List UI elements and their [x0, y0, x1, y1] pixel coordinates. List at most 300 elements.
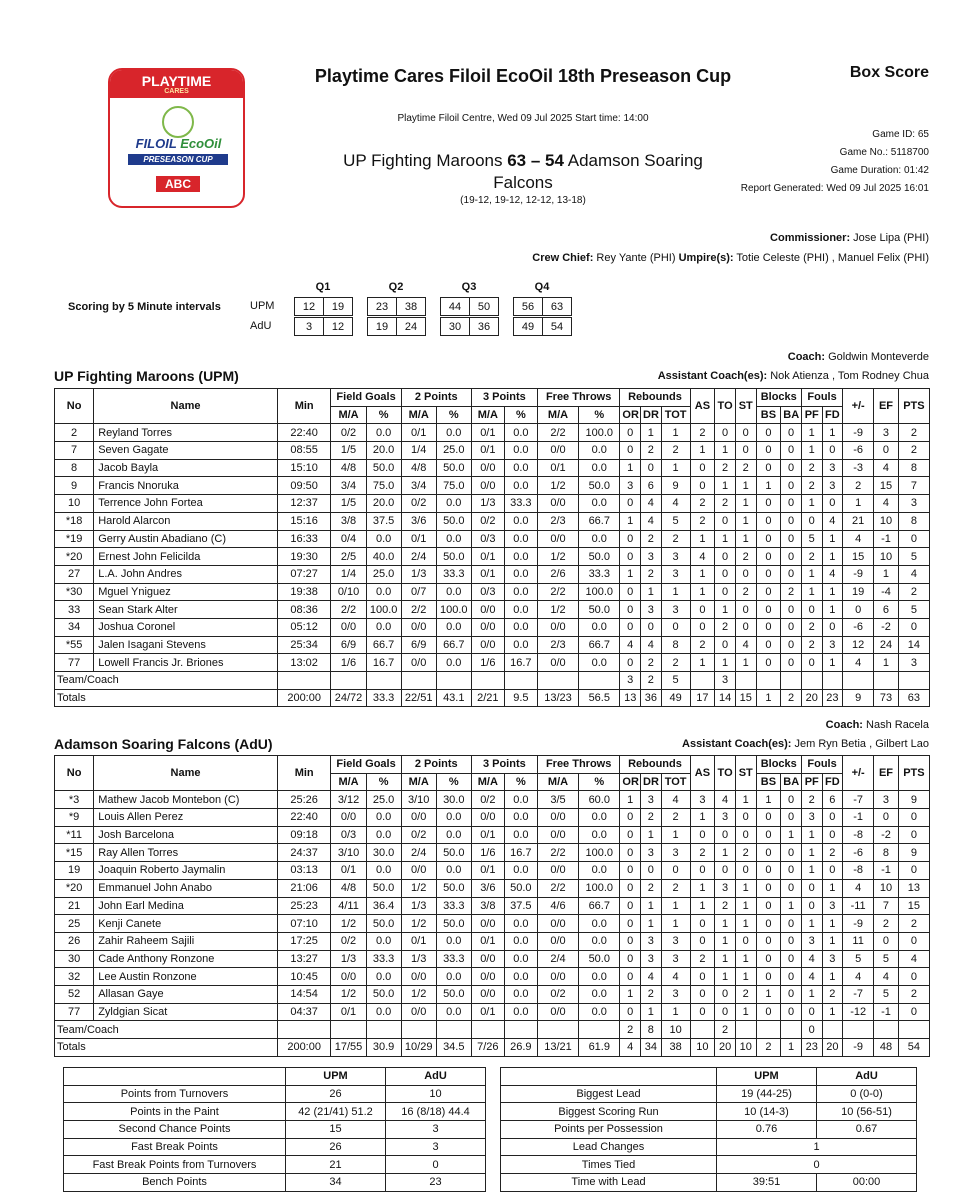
summary-label: Biggest Lead	[501, 1085, 717, 1103]
player-row	[55, 809, 930, 827]
stat-cell: *3	[55, 791, 94, 809]
stat-cell: 9	[898, 844, 929, 862]
stat-cell: 5	[843, 950, 874, 968]
interval-score: 49	[514, 318, 543, 336]
col-pct: %	[579, 773, 620, 791]
stat-cell: 0/0	[471, 950, 504, 968]
stat-cell: 2	[641, 879, 662, 897]
stat-cell: 0/1	[331, 862, 366, 880]
stat-cell: 100.0	[579, 424, 620, 442]
stat-cell: 1	[735, 968, 756, 986]
stat-cell: 10	[690, 1039, 715, 1057]
player-row	[55, 950, 930, 968]
stat-cell: 13	[898, 879, 929, 897]
stat-cell: 2	[661, 442, 690, 460]
player-row	[55, 879, 930, 897]
stat-cell: 0	[690, 932, 715, 950]
stat-cell: 66.7	[579, 636, 620, 654]
stat-cell: 0/0	[537, 495, 578, 513]
col-ma: M/A	[331, 406, 366, 424]
stat-cell: 4/6	[537, 897, 578, 915]
stat-cell: 0	[756, 862, 781, 880]
stat-cell: 22:40	[277, 809, 331, 827]
stat-cell: 0	[781, 791, 802, 809]
stat-cell: 1	[735, 879, 756, 897]
stat-cell: 10	[661, 1021, 690, 1039]
stat-cell: 15	[735, 689, 756, 707]
stat-cell: 1/3	[401, 565, 436, 583]
stat-cell: 0	[620, 530, 641, 548]
stat-cell: 0/1	[331, 1003, 366, 1021]
col-points: PTS	[898, 389, 929, 424]
interval-box	[367, 297, 426, 316]
stat-cell: 0	[715, 424, 736, 442]
interval-box	[294, 317, 353, 336]
player-name: Mathew Jacob Montebon (C)	[94, 791, 278, 809]
col-or: OR	[620, 773, 641, 791]
stat-cell: 0/10	[331, 583, 366, 601]
stat-cell: 1	[801, 565, 822, 583]
stat-cell: 21	[55, 897, 94, 915]
adu-coaches	[682, 716, 929, 754]
stat-cell: 3	[822, 459, 843, 477]
stat-cell: 13:27	[277, 950, 331, 968]
final-score: 63 – 54	[507, 151, 564, 170]
stat-cell: 1	[620, 565, 641, 583]
stat-cell: 50.0	[436, 844, 471, 862]
stat-cell: 0	[641, 459, 662, 477]
stat-cell: 5	[661, 512, 690, 530]
stat-cell: 13/21	[537, 1039, 578, 1057]
stat-cell: 21	[843, 512, 874, 530]
stat-cell: 0.0	[504, 985, 537, 1003]
stat-cell: 6	[874, 601, 899, 619]
stat-cell: 73	[874, 689, 899, 707]
stat-cell: 2	[822, 844, 843, 862]
interval-score: 38	[397, 298, 426, 316]
stat-cell: 1/3	[401, 950, 436, 968]
stat-cell: 0	[898, 530, 929, 548]
stat-cell: 0	[620, 862, 641, 880]
stat-cell: 0	[898, 809, 929, 827]
stat-cell	[874, 672, 899, 690]
player-name: Harold Alarcon	[94, 512, 278, 530]
stat-cell: 1	[690, 565, 715, 583]
stat-cell: 17:25	[277, 932, 331, 950]
col-ba: BA	[781, 406, 802, 424]
stat-cell: -9	[843, 915, 874, 933]
stat-cell: 17/55	[331, 1039, 366, 1057]
stat-cell: 0	[781, 932, 802, 950]
stat-cell: 4	[874, 495, 899, 513]
stat-cell: 75.0	[366, 477, 401, 495]
player-name: Francis Nnoruka	[94, 477, 278, 495]
stat-cell	[735, 672, 756, 690]
adu-team-title: Adamson Soaring Falcons (AdU)	[54, 736, 273, 752]
stat-cell: 0.0	[366, 809, 401, 827]
stat-cell: 0	[822, 495, 843, 513]
tournament-logo	[108, 68, 245, 208]
stat-cell	[898, 672, 929, 690]
stat-cell: 200:00	[277, 1039, 331, 1057]
player-row	[55, 915, 930, 933]
stat-cell: 4	[843, 879, 874, 897]
stat-cell	[277, 1021, 331, 1039]
stat-cell: 09:18	[277, 826, 331, 844]
stat-cell	[471, 672, 504, 690]
stat-cell: 3	[715, 879, 736, 897]
player-row	[55, 932, 930, 950]
interval-score: 3	[295, 318, 324, 336]
stat-cell: 34.5	[436, 1039, 471, 1057]
player-row	[55, 512, 930, 530]
stat-cell: 0.0	[504, 477, 537, 495]
col-ma: M/A	[537, 406, 578, 424]
stat-cell: 0	[781, 950, 802, 968]
summary-value: 3	[386, 1121, 486, 1139]
stat-cell: 25	[55, 915, 94, 933]
stat-cell: 0.0	[504, 1003, 537, 1021]
stat-cell: 100.0	[579, 844, 620, 862]
summary-label: Points per Possession	[501, 1121, 717, 1139]
interval-score: 30	[441, 318, 470, 336]
col-efficiency: EF	[874, 756, 899, 791]
stat-cell: 3	[822, 636, 843, 654]
summary-value: 42 (21/41) 51.2	[286, 1103, 386, 1121]
stat-cell: 15	[874, 477, 899, 495]
col-plus-minus: +/-	[843, 756, 874, 791]
summary-label: Points from Turnovers	[64, 1085, 286, 1103]
stat-cell: 4	[641, 495, 662, 513]
stat-cell: 0	[781, 477, 802, 495]
upm-box-score-table	[54, 388, 930, 707]
stat-cell: 0	[822, 826, 843, 844]
stat-cell: 4/11	[331, 897, 366, 915]
col-rebounds: Rebounds	[620, 756, 690, 774]
stat-cell: 2	[690, 424, 715, 442]
stat-cell: 0.0	[366, 932, 401, 950]
stat-cell: 0	[620, 424, 641, 442]
summary-row	[501, 1085, 917, 1103]
stat-cell: 1	[715, 932, 736, 950]
stat-cell: 2	[641, 985, 662, 1003]
stat-cell: 0.0	[579, 826, 620, 844]
stat-cell: 50.0	[366, 879, 401, 897]
stat-cell: 0	[843, 601, 874, 619]
stat-cell	[690, 1021, 715, 1039]
stat-cell: 50.0	[436, 548, 471, 566]
stat-cell: 2/2	[401, 601, 436, 619]
stat-cell: 0/0	[401, 654, 436, 672]
stat-cell: 2	[843, 477, 874, 495]
stat-cell: 0/0	[331, 618, 366, 636]
col-no: No	[55, 756, 94, 791]
stat-cell: 25.0	[436, 442, 471, 460]
stat-cell: 0/0	[537, 915, 578, 933]
stat-cell: 2/4	[537, 950, 578, 968]
stat-cell: 4	[801, 950, 822, 968]
stat-cell: 1	[756, 689, 781, 707]
stat-cell	[436, 1021, 471, 1039]
col-2-points: 2 Points	[401, 756, 471, 774]
player-name: Terrence John Fortea	[94, 495, 278, 513]
stat-cell: 1	[822, 601, 843, 619]
stat-cell: 0	[756, 968, 781, 986]
col-pct: %	[366, 773, 401, 791]
stat-cell: 1	[641, 897, 662, 915]
col-blocks: Blocks	[756, 389, 801, 407]
stat-cell: -3	[843, 459, 874, 477]
summary-leads-table	[500, 1067, 917, 1192]
stat-cell: 1/6	[471, 844, 504, 862]
stat-cell: 4/8	[331, 459, 366, 477]
stat-cell: 75.0	[436, 477, 471, 495]
stat-cell: 0	[715, 862, 736, 880]
stat-cell: 66.7	[579, 512, 620, 530]
col-bs: BS	[756, 406, 781, 424]
stat-cell: 50.0	[504, 879, 537, 897]
stat-cell: 1	[690, 530, 715, 548]
stat-cell: 0	[898, 862, 929, 880]
stat-cell: 0	[874, 442, 899, 460]
stat-cell: 3	[661, 950, 690, 968]
stat-cell: 13	[620, 689, 641, 707]
stat-cell: 8	[661, 636, 690, 654]
stat-cell: 0.0	[504, 512, 537, 530]
stat-cell: 7	[898, 477, 929, 495]
stat-cell: 12	[843, 636, 874, 654]
quarter-header-q1: Q1	[315, 281, 331, 293]
interval-box	[440, 317, 499, 336]
stat-cell: -2	[874, 826, 899, 844]
summary-header: UPM	[717, 1068, 817, 1086]
col-bs: BS	[756, 773, 781, 791]
stat-cell: 0	[781, 809, 802, 827]
stat-cell	[801, 672, 822, 690]
stat-cell: 16.7	[504, 654, 537, 672]
stat-cell: 0.0	[504, 583, 537, 601]
game-duration: Game Duration: 01:42	[830, 165, 929, 176]
stat-cell: 1	[735, 791, 756, 809]
logo-abc: ABC	[156, 176, 200, 192]
stat-cell	[401, 672, 436, 690]
upm-coaches	[658, 348, 929, 386]
stat-cell: 0	[781, 968, 802, 986]
summary-value: 10 (14-3)	[717, 1103, 817, 1121]
summary-row	[501, 1174, 917, 1192]
stat-cell: 1	[874, 565, 899, 583]
stat-cell: 1	[822, 548, 843, 566]
stat-cell: 66.7	[436, 636, 471, 654]
stat-cell	[331, 672, 366, 690]
stat-cell: 2	[661, 879, 690, 897]
player-row	[55, 791, 930, 809]
stat-cell: 50.0	[579, 477, 620, 495]
stat-cell: 26	[55, 932, 94, 950]
stat-cell: 0	[801, 654, 822, 672]
stat-cell: 7/26	[471, 1039, 504, 1057]
stat-cell: 0/0	[401, 968, 436, 986]
stat-cell: 0	[715, 636, 736, 654]
stat-cell: 25:34	[277, 636, 331, 654]
stat-cell: 0/0	[471, 618, 504, 636]
stat-cell: 0/1	[471, 424, 504, 442]
stat-cell: 1	[715, 654, 736, 672]
quarter-header-q4: Q4	[534, 281, 550, 293]
col-rebounds: Rebounds	[620, 389, 690, 407]
stat-cell: 0	[898, 1003, 929, 1021]
stat-cell: 20.0	[366, 442, 401, 460]
stat-cell: 2	[715, 459, 736, 477]
stat-cell: 100.0	[579, 583, 620, 601]
stat-cell	[756, 1021, 781, 1039]
stat-cell: 0.0	[579, 915, 620, 933]
stat-cell: 2	[715, 897, 736, 915]
interval-label: Scoring by 5 Minute intervals	[68, 301, 221, 313]
officials	[532, 228, 929, 268]
stat-cell: 1	[756, 477, 781, 495]
stat-cell: 0	[715, 1003, 736, 1021]
interval-box	[367, 317, 426, 336]
stat-cell: 0	[781, 654, 802, 672]
stat-cell: 2	[801, 636, 822, 654]
quarter-header-q2: Q2	[388, 281, 404, 293]
stat-cell: 1	[756, 791, 781, 809]
stat-cell: 0	[620, 932, 641, 950]
stat-cell: 2	[735, 583, 756, 601]
stat-cell: 33.3	[436, 897, 471, 915]
stat-cell: 0	[690, 968, 715, 986]
stat-cell: 0	[781, 424, 802, 442]
stat-cell: 1	[781, 826, 802, 844]
stat-cell: 1	[822, 968, 843, 986]
stat-cell: 0	[620, 897, 641, 915]
stat-cell: 11	[843, 932, 874, 950]
stat-cell: 5	[874, 985, 899, 1003]
stat-cell: 16.7	[366, 654, 401, 672]
col-turnovers: TO	[715, 389, 736, 424]
stat-cell: 66.7	[366, 636, 401, 654]
stat-cell: -9	[843, 1039, 874, 1057]
stat-cell: 08:36	[277, 601, 331, 619]
col-3-points: 3 Points	[471, 756, 537, 774]
stat-cell	[401, 1021, 436, 1039]
stat-cell: 20	[801, 689, 822, 707]
stat-cell: 2/4	[401, 844, 436, 862]
summary-value: 34	[286, 1174, 386, 1192]
stat-cell: 2	[641, 565, 662, 583]
stat-cell: -1	[874, 530, 899, 548]
stat-cell: 3	[661, 985, 690, 1003]
stat-cell: 38	[661, 1039, 690, 1057]
player-name: Zahir Raheem Sajili	[94, 932, 278, 950]
stat-cell: 19:30	[277, 548, 331, 566]
stat-cell: 0/2	[331, 932, 366, 950]
player-name: Kenji Canete	[94, 915, 278, 933]
stat-cell: 0/0	[537, 618, 578, 636]
stat-cell: 0.0	[579, 442, 620, 460]
stat-cell: 5	[801, 530, 822, 548]
summary-value: 0	[386, 1156, 486, 1174]
stat-cell: 4	[620, 636, 641, 654]
stat-cell: 50.0	[436, 512, 471, 530]
stat-cell: 1	[690, 583, 715, 601]
stat-cell: 0	[756, 459, 781, 477]
stat-cell: 30.0	[436, 791, 471, 809]
stat-cell: 52	[55, 985, 94, 1003]
stat-cell: 4	[641, 968, 662, 986]
stat-cell: 15	[843, 548, 874, 566]
summary-value: 39:51	[717, 1174, 817, 1192]
stat-cell: 3/5	[537, 791, 578, 809]
stat-cell	[277, 672, 331, 690]
stat-cell: 25:26	[277, 791, 331, 809]
stat-cell: 1/3	[401, 897, 436, 915]
interval-score: 19	[324, 298, 353, 316]
stat-cell: 0.0	[504, 809, 537, 827]
player-name: Jacob Bayla	[94, 459, 278, 477]
stat-cell: 1	[843, 495, 874, 513]
stat-cell: 3/4	[331, 477, 366, 495]
player-name: Lowell Francis Jr. Briones	[94, 654, 278, 672]
stat-cell: 0.0	[436, 932, 471, 950]
stat-cell: 1	[641, 583, 662, 601]
stat-cell: 9	[661, 477, 690, 495]
adu-coach: Coach: Nash Racela	[825, 719, 929, 731]
stat-cell: 4	[661, 968, 690, 986]
stat-cell: 63	[898, 689, 929, 707]
stat-cell: 1	[661, 1003, 690, 1021]
stat-cell: 4	[843, 968, 874, 986]
col-min: Min	[277, 389, 331, 424]
stat-cell: 33.3	[436, 565, 471, 583]
stat-cell	[822, 1021, 843, 1039]
stat-cell: 1	[735, 1003, 756, 1021]
stat-cell: 21:06	[277, 879, 331, 897]
stat-cell: -8	[843, 826, 874, 844]
stat-cell: 3	[822, 950, 843, 968]
stat-cell: 0.0	[436, 530, 471, 548]
col-steals: ST	[735, 756, 756, 791]
stat-cell: 1	[620, 985, 641, 1003]
stat-cell: 37.5	[366, 512, 401, 530]
stat-cell: 6	[822, 791, 843, 809]
stat-cell: 2	[874, 915, 899, 933]
stat-cell: 0	[735, 601, 756, 619]
game-meta	[741, 126, 929, 198]
stat-cell: 0.0	[579, 495, 620, 513]
stat-cell: 2	[690, 636, 715, 654]
stat-cell: 4	[661, 791, 690, 809]
stat-cell: 8	[55, 459, 94, 477]
summary-row	[501, 1103, 917, 1121]
stat-cell: 14	[715, 689, 736, 707]
col-points: PTS	[898, 756, 929, 791]
team-coach-row	[55, 672, 930, 690]
stat-cell	[579, 672, 620, 690]
stat-cell: 4	[874, 968, 899, 986]
interval-score: 19	[368, 318, 397, 336]
player-row	[55, 862, 930, 880]
stat-cell: 0	[690, 477, 715, 495]
stat-cell: 0	[781, 844, 802, 862]
page-title: Playtime Cares Filoil EcoOil 18th Preseason Cup	[314, 66, 732, 86]
stat-cell: 0	[661, 618, 690, 636]
stat-cell: -6	[843, 442, 874, 460]
stat-cell	[366, 672, 401, 690]
stat-cell: 50.0	[579, 601, 620, 619]
stat-cell: 0	[641, 862, 662, 880]
